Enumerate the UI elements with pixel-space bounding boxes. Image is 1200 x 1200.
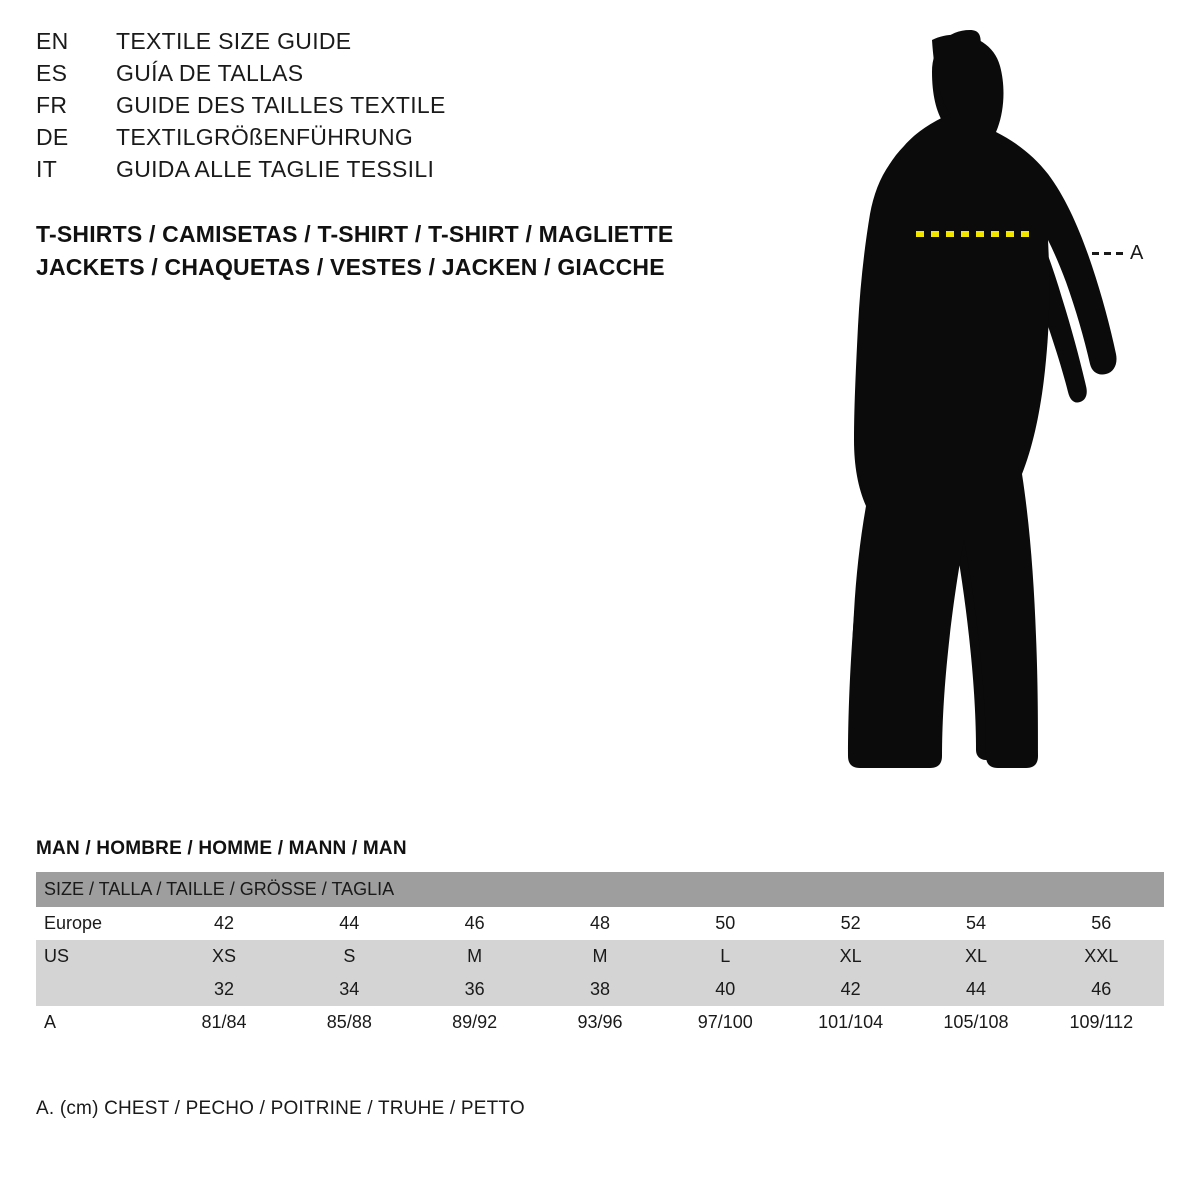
- cell: 46: [1039, 973, 1164, 1006]
- cell: 109/112: [1039, 1006, 1164, 1039]
- cell: 50: [663, 907, 788, 940]
- language-code: FR: [36, 92, 68, 118]
- language-title: GUIDA ALLE TAGLIE TESSILI: [116, 156, 435, 182]
- cell: 36: [412, 973, 537, 1006]
- row-label: [36, 973, 161, 1006]
- cell: 44: [287, 907, 412, 940]
- language-code: DE: [36, 124, 69, 150]
- cell: 38: [537, 973, 662, 1006]
- table-caption: MAN / HOMBRE / HOMME / MANN / MAN: [36, 838, 407, 859]
- language-row: [36, 124, 756, 156]
- table-row: [36, 973, 1164, 1006]
- cell: XL: [913, 940, 1038, 973]
- cell: L: [663, 940, 788, 973]
- cell: S: [287, 940, 412, 973]
- table-row: [36, 1006, 1164, 1039]
- language-row: [36, 92, 756, 124]
- cell: 48: [537, 907, 662, 940]
- footnote-chest: A. (cm) CHEST / PECHO / POITRINE / TRUHE / PETTO: [36, 1098, 525, 1119]
- row-label: Europe: [36, 907, 161, 940]
- size-table-section: [36, 838, 1164, 1039]
- language-row: [36, 60, 756, 92]
- category-tshirts: T-SHIRTS / CAMISETAS / T-SHIRT / T-SHIRT / MAGLIETTE: [36, 221, 674, 247]
- size-table: [36, 872, 1164, 1039]
- cell: 89/92: [412, 1006, 537, 1039]
- cell: XL: [788, 940, 913, 973]
- table-header-label: SIZE / TALLA / TAILLE / GRÖSSE / TAGLIA: [36, 872, 1164, 907]
- language-title: TEXTILGRÖßENFÜHRUNG: [116, 124, 414, 150]
- table-row: [36, 907, 1164, 940]
- measure-leader-line: [1092, 252, 1124, 255]
- cell: 42: [788, 973, 913, 1006]
- language-title: GUÍA DE TALLAS: [116, 60, 304, 86]
- cell: 34: [287, 973, 412, 1006]
- cell: 97/100: [663, 1006, 788, 1039]
- cell: 32: [161, 973, 286, 1006]
- cell: XXL: [1039, 940, 1164, 973]
- cell: 52: [788, 907, 913, 940]
- language-list: [36, 28, 756, 188]
- row-label: US: [36, 940, 161, 973]
- language-code: IT: [36, 156, 58, 182]
- cell: 54: [913, 907, 1038, 940]
- table-row: [36, 940, 1164, 973]
- language-title: GUIDE DES TAILLES TEXTILE: [116, 92, 446, 118]
- cell: 93/96: [537, 1006, 662, 1039]
- male-silhouette-icon: [820, 20, 1180, 800]
- measure-label-a: A: [1130, 242, 1144, 264]
- language-code: EN: [36, 28, 69, 54]
- cell: 56: [1039, 907, 1164, 940]
- garment-categories: [36, 218, 796, 284]
- language-title: TEXTILE SIZE GUIDE: [116, 28, 352, 54]
- row-label: A: [36, 1006, 161, 1039]
- table-header-row: [36, 872, 1164, 907]
- cell: 101/104: [788, 1006, 913, 1039]
- cell: M: [412, 940, 537, 973]
- cell: 44: [913, 973, 1038, 1006]
- body-figure: [820, 20, 1180, 800]
- cell: 42: [161, 907, 286, 940]
- cell: 105/108: [913, 1006, 1038, 1039]
- category-jackets: JACKETS / CHAQUETAS / VESTES / JACKEN / GIACCHE: [36, 254, 665, 280]
- language-code: ES: [36, 60, 68, 86]
- cell: 85/88: [287, 1006, 412, 1039]
- language-row: [36, 156, 756, 188]
- cell: 40: [663, 973, 788, 1006]
- cell: XS: [161, 940, 286, 973]
- language-row: [36, 28, 756, 60]
- cell: 81/84: [161, 1006, 286, 1039]
- cell: M: [537, 940, 662, 973]
- cell: 46: [412, 907, 537, 940]
